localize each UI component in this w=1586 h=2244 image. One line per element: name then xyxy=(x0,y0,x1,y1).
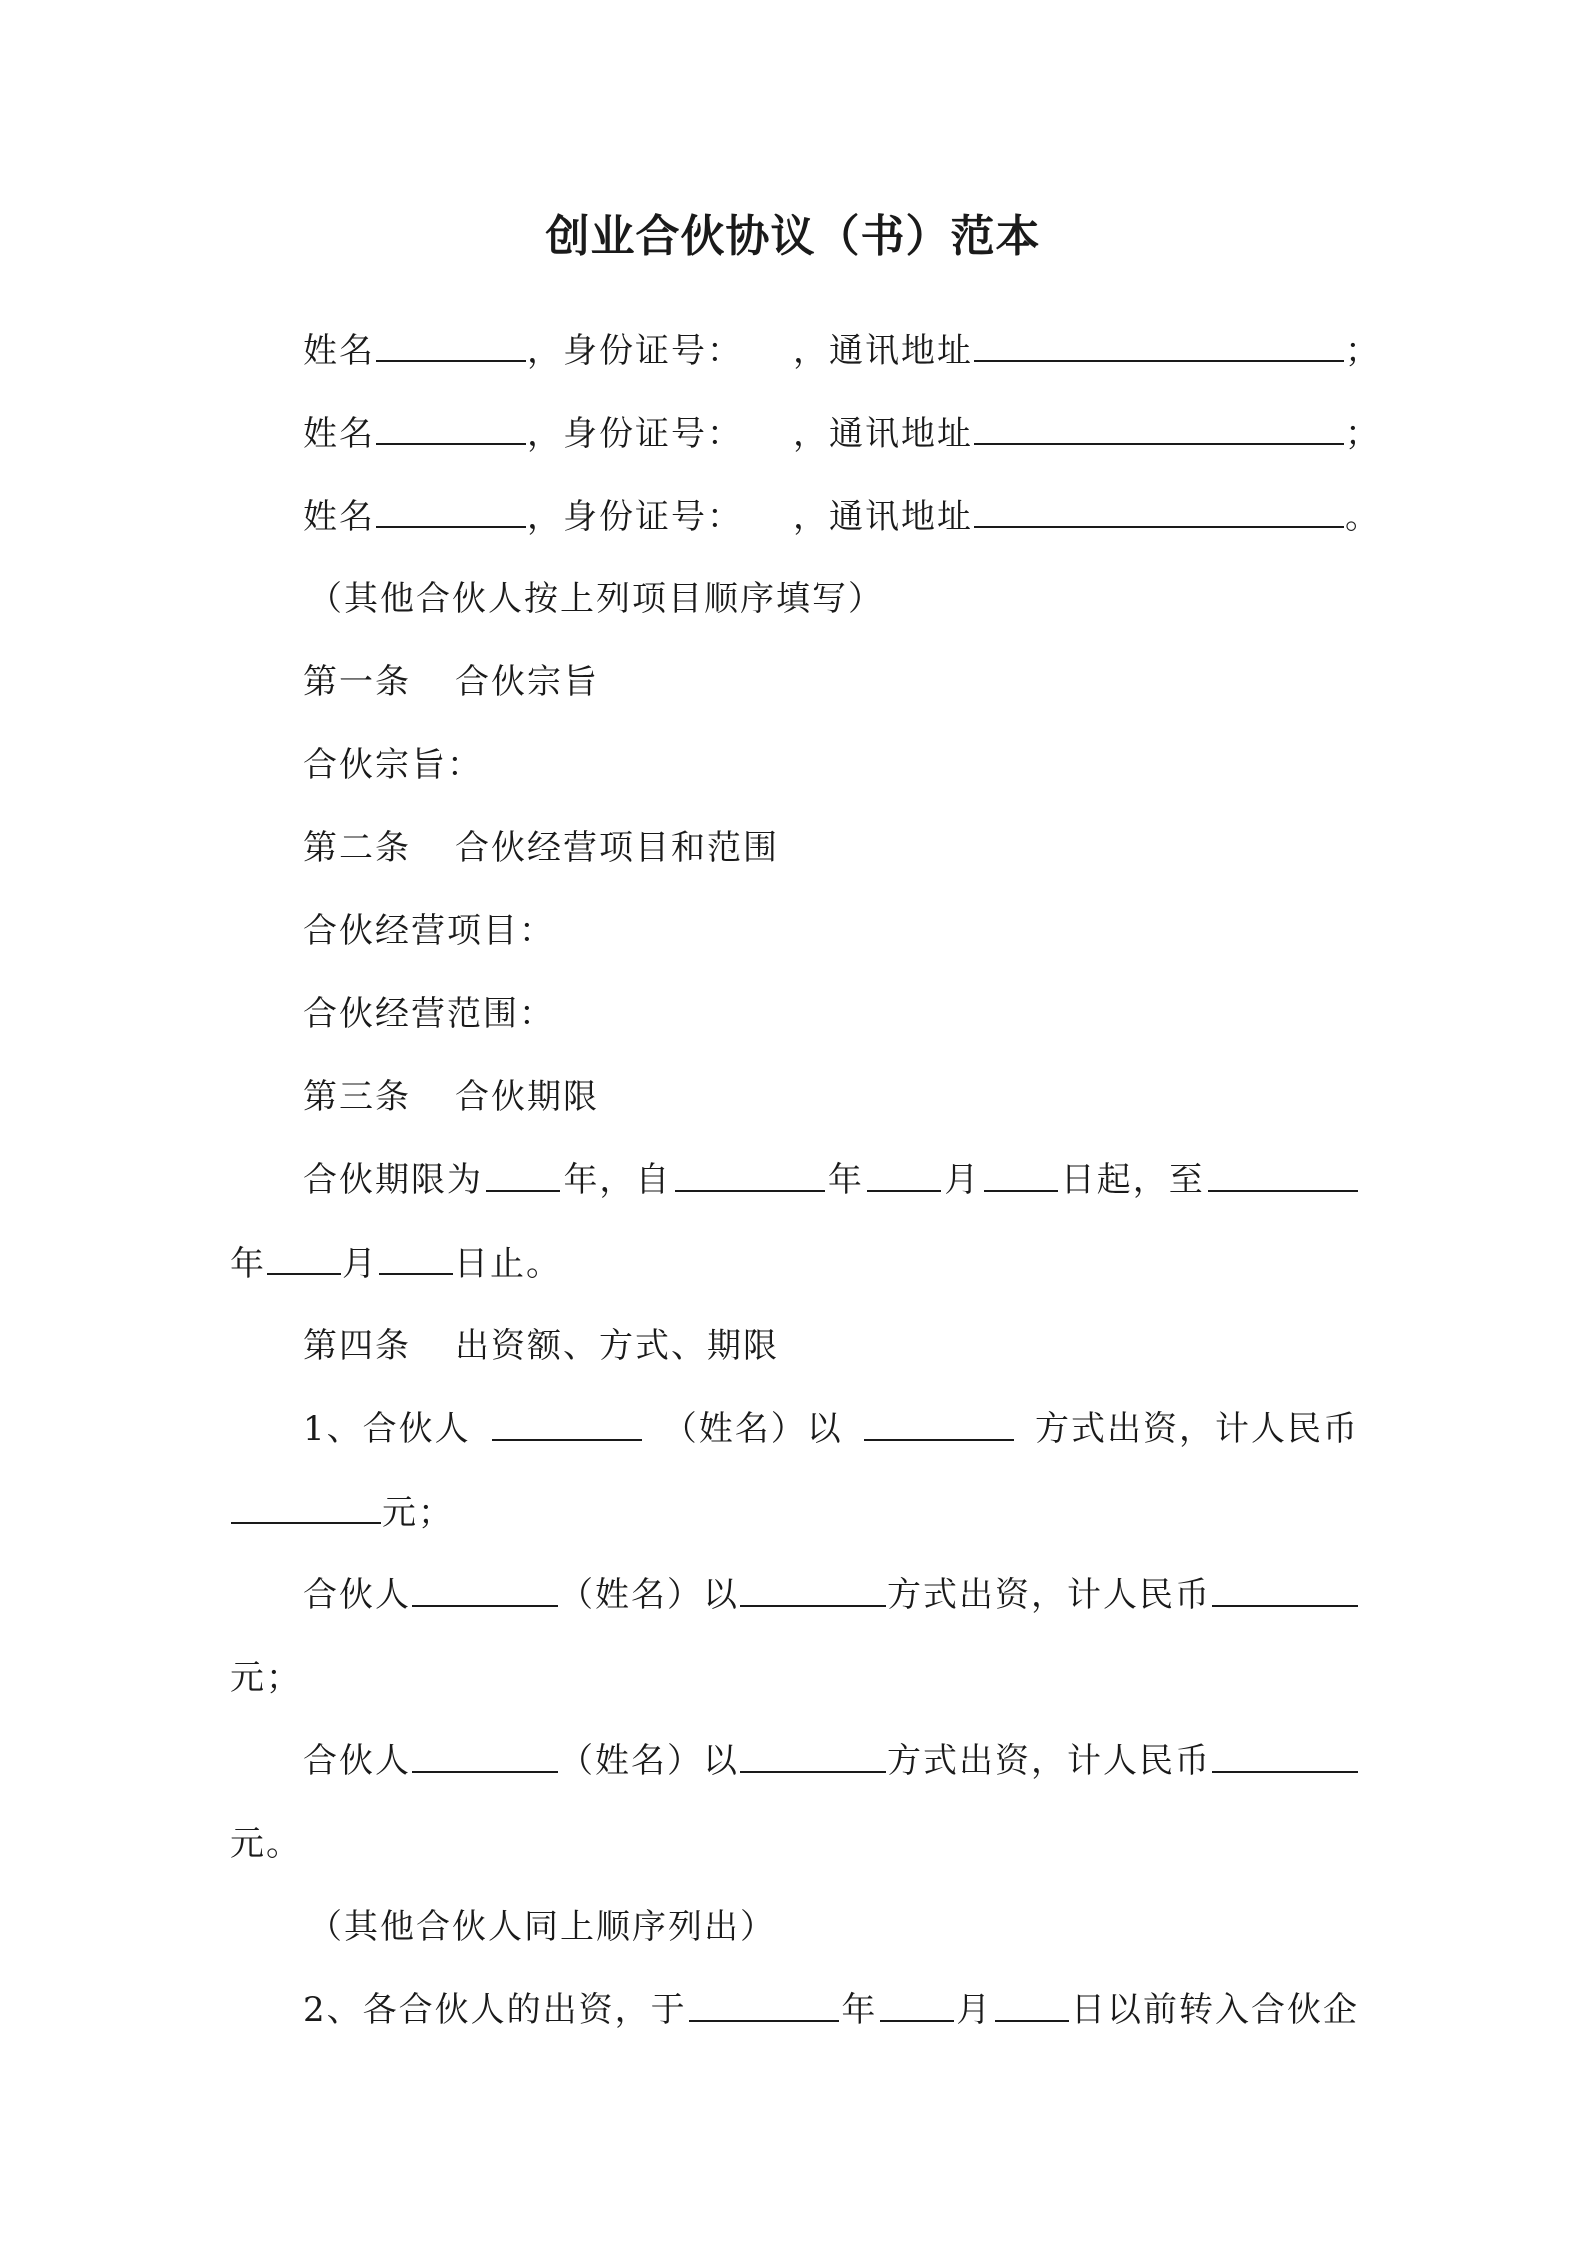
term-line-1: 合伙期限为 年，自 年 月 日起，至 xyxy=(303,1160,1359,1200)
name-blank xyxy=(376,330,526,362)
article-1-heading xyxy=(303,662,599,702)
deadline-month-blank xyxy=(880,1990,954,2022)
article-2-heading xyxy=(303,828,779,868)
id-label: ，身份证号： xyxy=(527,331,743,371)
contribution-1-line: 1、合伙人 （姓名）以 方式出资，计人民币 xyxy=(303,1409,1359,1449)
article-number: 第四条 xyxy=(303,1326,411,1366)
document-title: 创业合伙协议（书）范本 xyxy=(545,211,1041,262)
end-month-blank xyxy=(267,1243,341,1275)
scope-field: 合伙经营范围： xyxy=(303,994,555,1034)
contribution-3-end: 元。 xyxy=(230,1824,302,1864)
id-label: ，身份证号： xyxy=(527,497,743,537)
party-line-3 xyxy=(303,496,1381,537)
article-title: 出资额、方式、期限 xyxy=(455,1326,779,1366)
article-3-heading xyxy=(303,1077,599,1117)
name-blank xyxy=(376,413,526,445)
partner-name-blank xyxy=(412,1575,558,1607)
article-title: 合伙宗旨 xyxy=(455,662,599,702)
contribution-way-blank xyxy=(740,1575,886,1607)
article-number: 第三条 xyxy=(303,1077,411,1117)
partner-name-blank xyxy=(412,1741,558,1773)
address-label: ，通讯地址 xyxy=(793,414,973,454)
name-label: 姓名 xyxy=(303,497,375,537)
id-label: ，身份证号： xyxy=(527,414,743,454)
contribution-2-end: 元； xyxy=(230,1658,302,1698)
partner-name-blank xyxy=(492,1409,642,1441)
article-title: 合伙经营项目和范围 xyxy=(455,828,779,868)
party-line-1 xyxy=(303,330,1381,371)
start-year-blank xyxy=(675,1160,825,1192)
contribution-3-line: 合伙人 （姓名）以 方式出资，计人民币 xyxy=(303,1741,1359,1781)
end-day-blank xyxy=(379,1243,453,1275)
start-month-blank xyxy=(867,1160,941,1192)
party-line-2 xyxy=(303,413,1381,454)
deadline-year-blank xyxy=(689,1990,839,2022)
amount-blank xyxy=(1212,1741,1358,1773)
line-end: ； xyxy=(1345,331,1381,371)
line-end: 。 xyxy=(1345,497,1381,537)
address-blank xyxy=(974,413,1344,445)
address-blank xyxy=(974,330,1344,362)
contribution-way-blank xyxy=(740,1741,886,1773)
amount-blank xyxy=(231,1492,381,1524)
term-years-blank xyxy=(486,1160,560,1192)
article-number: 第一条 xyxy=(303,662,411,702)
purpose-field: 合伙宗旨： xyxy=(303,745,483,785)
address-label: ，通讯地址 xyxy=(793,497,973,537)
end-year-blank xyxy=(1208,1160,1358,1192)
name-blank xyxy=(376,496,526,528)
contribution-2-line: 合伙人 （姓名）以 方式出资，计人民币 xyxy=(303,1575,1359,1615)
contribution-note: （其他合伙人同上顺序列出） xyxy=(308,1907,776,1947)
name-label: 姓名 xyxy=(303,414,375,454)
parties-note: （其他合伙人按上列项目顺序填写） xyxy=(308,579,884,619)
start-day-blank xyxy=(984,1160,1058,1192)
name-label: 姓名 xyxy=(303,331,375,371)
project-field: 合伙经营项目： xyxy=(303,911,555,951)
line-end: ； xyxy=(1345,414,1381,454)
address-blank xyxy=(974,496,1344,528)
amount-blank xyxy=(1212,1575,1358,1607)
deadline-day-blank xyxy=(995,1990,1069,2022)
article-4-heading xyxy=(303,1326,779,1366)
contribution-way-blank xyxy=(864,1409,1014,1441)
term-line-2: 年 月 日止。 xyxy=(230,1244,562,1284)
address-label: ，通讯地址 xyxy=(793,331,973,371)
article-number: 第二条 xyxy=(303,828,411,868)
contribution-deadline-line: 2、各合伙人的出资，于 年 月 日以前转入合伙企 xyxy=(303,1990,1359,2030)
article-title: 合伙期限 xyxy=(455,1077,599,1117)
contribution-1-amount-line: 元； xyxy=(230,1492,454,1533)
